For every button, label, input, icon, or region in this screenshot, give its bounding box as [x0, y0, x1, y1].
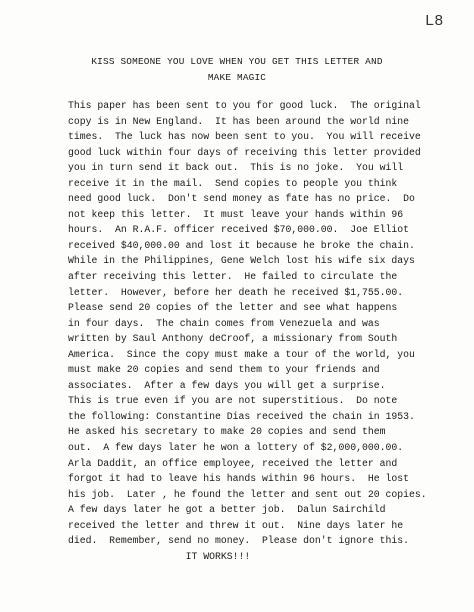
body-line: times. The luck has now been sent to you. You will receive [68, 131, 421, 143]
body-line: not keep this letter. It must leave your hands within 96 [68, 208, 404, 220]
body-line: Please send 20 copies of the letter and see what happens [68, 302, 398, 314]
body-line: forgot it had to leave his hands within 96 hours. He lost [68, 473, 409, 485]
heading-line-2: MAKE MAGIC [207, 72, 267, 83]
body-line: This paper has been sent to you for good luck. The original [68, 100, 421, 111]
body-line: America. Since the copy must make a tour of the world, you [68, 348, 415, 360]
body-line: receive it in the mail. Send copies to people you think [68, 177, 398, 189]
body-line: hours. An R.A.F. officer received $70,000.00. Joe Elliot [68, 224, 409, 236]
corner-mark: L8 [425, 12, 444, 29]
body-line: Arla Daddit, an office employee, received the letter and [68, 457, 398, 469]
body-line: you in turn send it back out. This is no joke. You will [68, 162, 404, 174]
body-line: died. Remember, send no money. Please don't ignore this. [68, 535, 409, 547]
body-line: received the letter and threw it out. Nine days later he [68, 519, 404, 531]
body-line: written by Saul Anthony deCroof, a missionary from South [68, 333, 398, 345]
body-line: letter. However, before her death he received $1,755.00. [68, 286, 404, 298]
body-line: copy is in New England. It has been around the world nine [68, 115, 409, 127]
body-line: While in the Philippines, Gene Welch lost his wife six days [68, 255, 415, 267]
body-line: in four days. The chain comes from Venezuela and was [68, 317, 380, 329]
body-line: received $40,000.00 and lost it because he broke the chain. [68, 239, 415, 251]
letter-body [68, 98, 428, 564]
body-line: IT WORKS!!! [68, 550, 251, 562]
body-line: associates. After a few days you will get a surprise. [68, 379, 386, 391]
body-line: after receiving this letter. He failed to circulate the [68, 271, 398, 283]
body-line: He asked his secretary to make 20 copies and send them [68, 426, 386, 438]
letter-heading [0, 54, 474, 86]
body-line: need good luck. Don't send money as fate has no price. Do [68, 193, 415, 205]
body-line: This is true even if you are not superstitious. Do note [68, 395, 398, 407]
body-line: must make 20 copies and send them to your friends and [68, 364, 380, 376]
body-line: the following: Constantine Dias received the chain in 1953. [68, 410, 415, 422]
heading-line-1: KISS SOMEONE YOU LOVE WHEN YOU GET THIS LETTER AND [91, 56, 383, 67]
body-line: his job. Later , he found the letter and sent out 20 copies. [68, 488, 427, 500]
body-line: A few days later he got a better job. Dalun Sairchild [68, 504, 386, 516]
body-line: good luck within four days of receiving this letter provided [68, 146, 421, 158]
body-line: out. A few days later he won a lottery of $2,000,000.00. [68, 442, 404, 454]
